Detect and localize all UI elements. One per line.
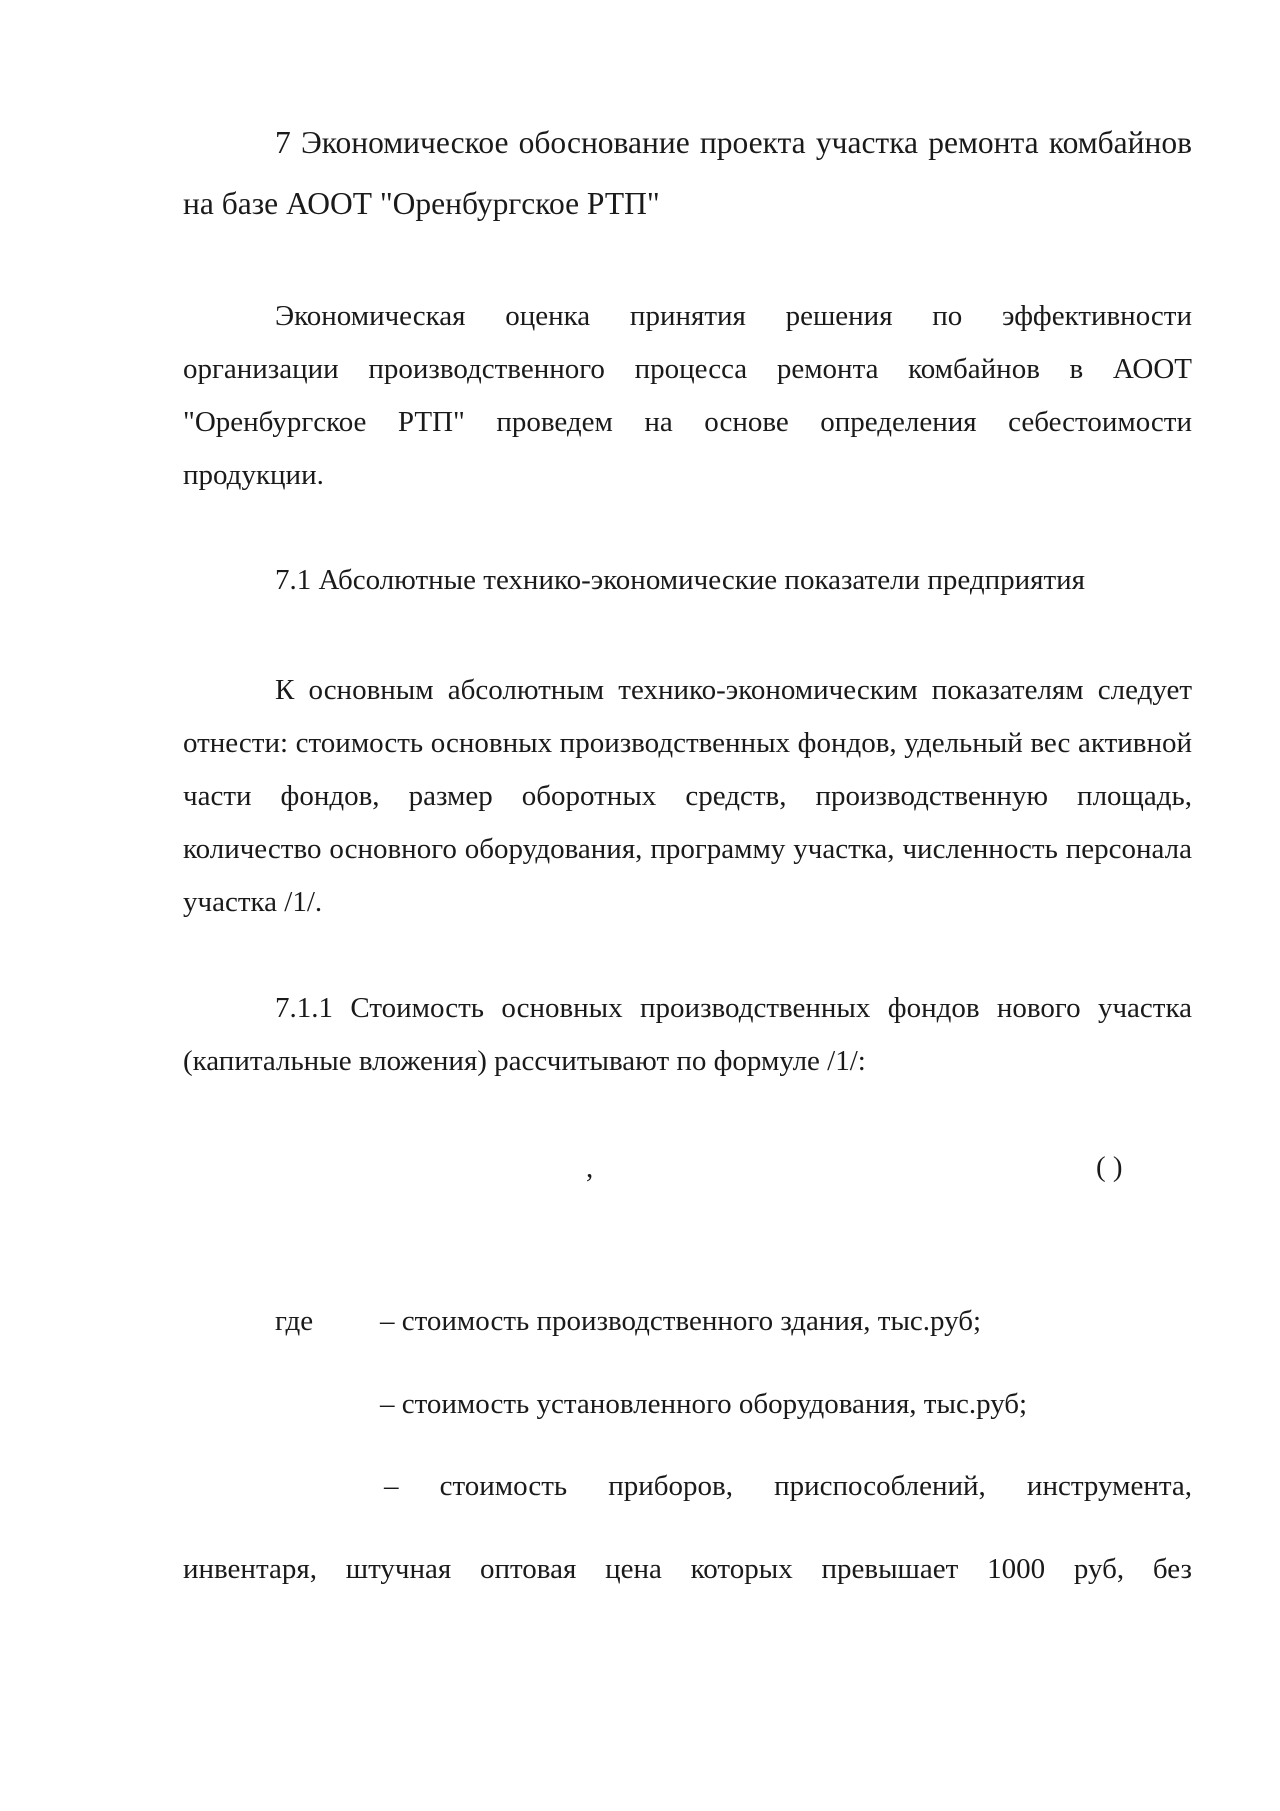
formula-number: ( ) (1096, 1151, 1123, 1183)
subsection-title: 7.1 Абсолютные технико-экономические показатели предприятия (275, 564, 1086, 596)
formula-comma: , (586, 1152, 594, 1184)
intro-paragraph: Экономическая оценка принятия решения по эффективности организации производственного процесса ремонта комбайнов в АООТ "Оренбургское РТП" проведем на основе определения себестоимости продукции. (183, 300, 1192, 491)
definition-building-cost: – стоимость производственного здания, тыс.руб; (380, 1305, 982, 1337)
subsubsection-paragraph: 7.1.1 Стоимость основных производственных фондов нового участка (капитальные вложения) рассчитывают по формуле /1/: (183, 992, 1192, 1077)
definition-equipment-cost: – стоимость установленного оборудования, тыс.руб; (380, 1388, 1028, 1420)
definition-tools-cost-line1: – стоимость приборов, приспособлений, инструмента, (384, 1470, 1192, 1502)
section-title: 7 Экономическое обоснование проекта участка ремонта комбайнов на базе АООТ "Оренбургское РТП" (183, 125, 1192, 221)
indicators-paragraph: К основным абсолютным технико-экономическим показателям следует отнести: стоимость основных производственных фондов, удельный вес активной части фондов, размер оборотных средств, производственную площадь, количество основного оборудования, программу участка, численность персонала участка /1/. (183, 674, 1192, 918)
definition-tools-cost-line2: инвентаря, штучная оптовая цена которых превышает 1000 руб, без (183, 1553, 1192, 1585)
where-label: где (275, 1305, 314, 1337)
